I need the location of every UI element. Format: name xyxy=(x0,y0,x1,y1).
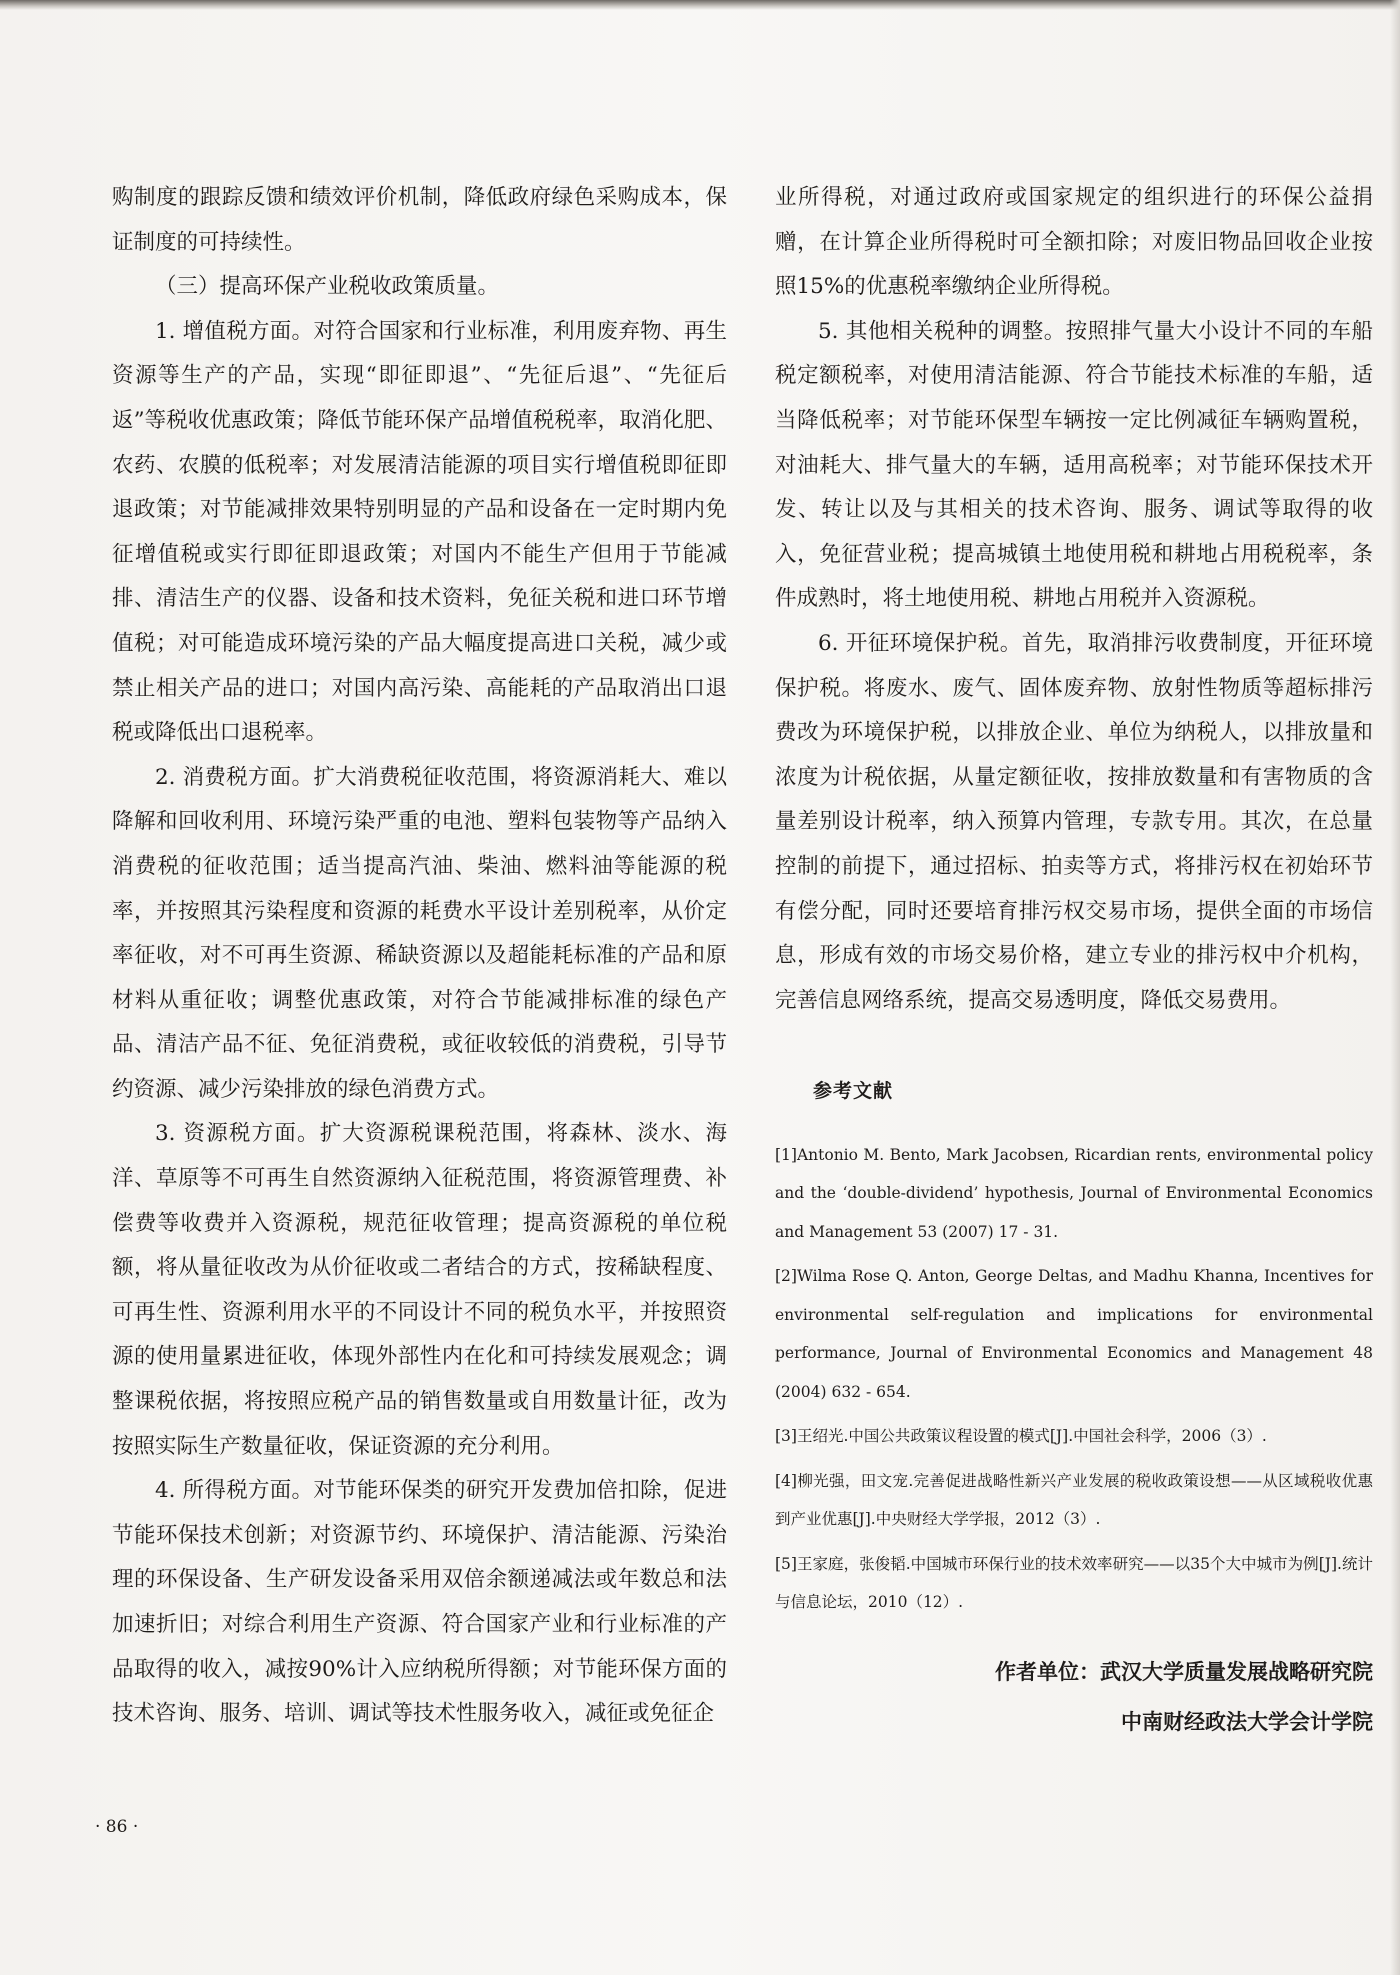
scan-right-edge xyxy=(1390,0,1400,1975)
other-taxes-paragraph: 5. 其他相关税种的调整。按照排气量大小设计不同的车船税定额税率，对使用清洁能源、符合节能技术标准的车船，适当降低税率；对节能环保型车辆按一定比例减征车辆购置税，对油耗大、排气量大的车辆，适用高税率；对节能环保技术开发、转让以及与其相关的技术咨询、服务、调试等取得的收入，免征营业税；提高城镇土地使用税和耕地占用税税率，条件成熟时，将土地使用税、耕地占用税并入资源税。 xyxy=(775,318,1373,612)
income-tax-paragraph: 4. 所得税方面。对节能环保类的研究开发费加倍扣除，促进节能环保技术创新；对资源节约、环境保护、清洁能源、污染治理的环保设备、生产研发设备采用双倍余额递减法或年数总和法加速折旧；对综合利用生产资源、符合国家产业和行业标准的产品取得的收入，减按90%计入应纳税所得额；对节能环保方面的技术咨询、服务、培训、调试等技术性服务收入，减征或免征企 xyxy=(112,1478,727,1727)
references-heading: 参考文献 xyxy=(813,1080,894,1103)
author-affiliation: 作者单位：武汉大学质量发展战略研究院 xyxy=(995,1658,1373,1684)
reference-list xyxy=(775,1136,1373,1622)
reference-item: [3]王绍光.中国公共政策议程设置的模式[J].中国社会科学，2006（3）. xyxy=(775,1427,1267,1446)
resource-tax-paragraph: 3. 资源税方面。扩大资源税课税范围，将森林、淡水、海洋、草原等不可再生自然资源纳入征税范围，将资源管理费、补偿费等收费并入资源税，规范征收管理；提高资源税的单位税额，将从量征收改为从价征收或二者结合的方式，按稀缺程度、可再生性、资源利用水平的不同设计不同的税负水平，并按照资源的使用量累进征收，体现外部性内在化和可持续发展观念；调整课税依据，将按照应税产品的销售数量或自用数量计征，改为按照实际生产数量征收，保证资源的充分利用。 xyxy=(112,1121,727,1459)
right-column xyxy=(775,176,1373,1744)
page-number: · 86 · xyxy=(95,1817,139,1837)
scan-top-edge xyxy=(0,0,1400,10)
consumption-tax-paragraph: 2. 消费税方面。扩大消费税征收范围，将资源消耗大、难以降解和回收利用、环境污染严重的电池、塑料包装物等产品纳入消费税的征收范围；适当提高汽油、柴油、燃料油等能源的税率，并按照其污染程度和资源的耗费水平设计差别税率，从价定率征收，对不可再生资源、稀缺资源以及超能耗标准的产品和原材料从重征收；调整优惠政策，对符合节能减排标准的绿色产品、清洁产品不征、免征消费税，或征收较低的消费税，引导节约资源、减少污染排放的绿色消费方式。 xyxy=(112,764,727,1102)
continued-paragraph: 购制度的跟踪反馈和绩效评价机制，降低政府绿色采购成本，保证制度的可持续性。 xyxy=(112,185,727,255)
continued-paragraph: 业所得税，对通过政府或国家规定的组织进行的环保公益捐赠，在计算企业所得税时可全额扣除；对废旧物品回收企业按照15%的优惠税率缴纳企业所得税。 xyxy=(775,185,1373,300)
section-heading: （三）提高环保产业税收政策质量。 xyxy=(155,274,500,300)
author-affiliation: 中南财经政法大学会计学院 xyxy=(1121,1708,1373,1734)
environmental-tax-paragraph: 6. 开征环境保护税。首先，取消排污收费制度，开征环境保护税。将废水、废气、固体废弃物、放射性物质等超标排污费改为环境保护税，以排放企业、单位为纳税人，以排放量和浓度为计税依据，从量定额征收，按排放数量和有害物质的含量差别设计税率，纳入预算内管理，专款专用。其次，在总量控制的前提下，通过招标、拍卖等方式，将排污权在初始环节有偿分配，同时还要培育排污权交易市场，提供全面的市场信息，形成有效的市场交易价格，建立专业的排污权中介机构，完善信息网络系统，提高交易透明度，降低交易费用。 xyxy=(775,630,1373,1013)
reference-item: [1]Antonio M. Bento, Mark Jacobsen, Ricardian rents, environmental policy and the ‘double-dividend’ hypothesis, Journal of Environmental Economics and Management 53 (2007) 17 - 31. xyxy=(775,1145,1373,1241)
left-column xyxy=(112,176,727,1737)
reference-item: [4]柳光强，田文宠.完善促进战略性新兴产业发展的税收政策设想——从区域税收优惠到产业优惠[J].中央财经大学学报，2012（3）. xyxy=(775,1471,1373,1529)
reference-item: [5]王家庭，张俊韬.中国城市环保行业的技术效率研究——以35个大中城市为例[J].统计与信息论坛，2010（12）. xyxy=(775,1554,1373,1612)
reference-item: [2]Wilma Rose Q. Anton, George Deltas, and Madhu Khanna, Incentives for environmental self-regulation and implications for environmental performance, Journal of Environmental Economics and Management 48 (2004) 632 - 654. xyxy=(775,1267,1373,1401)
vat-paragraph: 1. 增值税方面。对符合国家和行业标准，利用废弃物、再生资源等生产的产品，实现“即征即退”、“先征后退”、“先征后返”等税收优惠政策；降低节能环保产品增值税税率，取消化肥、农药、农膜的低税率；对发展清洁能源的项目实行增值税即征即退政策；对节能减排效果特别明显的产品和设备在一定时期内免征增值税或实行即征即退政策；对国内不能生产但用于节能减排、清洁生产的仪器、设备和技术资料，免征关税和进口环节增值税；对可能造成环境污染的产品大幅度提高进口关税，减少或禁止相关产品的进口；对国内高污染、高能耗的产品取消出口退税或降低出口退税率。 xyxy=(112,318,727,746)
